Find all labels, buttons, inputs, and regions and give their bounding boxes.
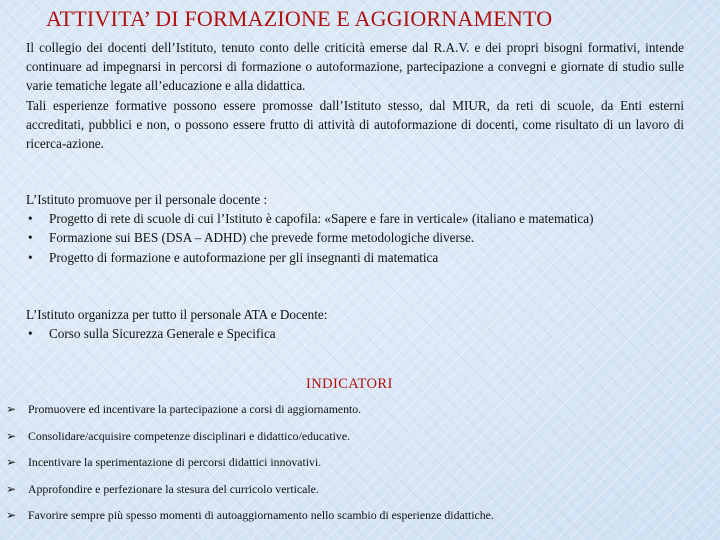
arrow-bullet-icon: ➢ [6,481,17,496]
list-item-text: Formazione sui BES (DSA – ADHD) che prevede forme metodologiche diverse. [49,230,475,246]
indicatore-item [6,455,706,482]
indicatore-text: Approfondire e perfezionare la stesura del curricolo verticale. [28,481,319,496]
intro-paragraph: Il collegio dei docenti dell’Istituto, tenuto conto delle criticità emerse dal R.A.V. e dei propri bisogni formativi, intende continuare ad impegnarsi in percorsi di formazione o autoformazione, partecipazione a convegni e giornate di studio sulle varie tematiche legate all’educazione e alla didattica. [26,40,684,94]
docenti-heading: L’Istituto promuove per il personale docente : [26,192,268,207]
indicatori-title: INDICATORI [306,376,393,392]
arrow-bullet-icon: ➢ [6,402,17,416]
indicatore-text: Promuovere ed incentivare la partecipazione a corsi di aggiornamento. [28,402,362,416]
arrow-bullet-icon: ➢ [6,428,17,443]
ata-heading: L’Istituto organizza per tutto il personale ATA e Docente: [26,307,328,322]
arrow-bullet-icon: ➢ [6,455,17,469]
bullet-icon: • [28,230,33,246]
bullet-icon: • [28,211,33,227]
intro-paragraph: Tali esperienze formative possono essere promosse dall’Istituto stesso, dal MIUR, da reti di scuole, da Enti esterni accreditati, pubblici e non, o possono essere frutto di attività di autoformazione di docenti, come risultato di un lavoro di ricerca-azione. [26,97,684,152]
intro-section [26,38,684,153]
page-title: ATTIVITA’ DI FORMAZIONE E AGGIORNAMENTO [46,6,553,31]
docenti-section [26,190,684,267]
list-item [26,248,684,267]
bullet-icon: • [28,249,33,265]
list-item [26,209,684,228]
ata-section [26,305,684,343]
indicatore-text: Incentivare la sperimentazione di percorsi didattici innovativi. [28,455,322,469]
indicatore-item [6,482,706,509]
indicatore-text: Favorire sempre più spesso momenti di autoaggiornamento nello scambio di esperienze didattiche. [28,508,494,522]
list-item-text: Corso sulla Sicurezza Generale e Specifica [49,326,276,342]
docenti-list [26,209,684,267]
indicatore-text: Consolidare/acquisire competenze disciplinari e didattico/educative. [28,428,351,443]
indicatore-item [6,429,706,456]
ata-list [26,324,684,343]
arrow-bullet-icon: ➢ [6,508,17,522]
bullet-icon: • [28,326,33,342]
indicatore-item [6,402,706,429]
indicatori-list [6,402,706,535]
list-item [26,228,684,247]
list-item-text: Progetto di rete di scuole di cui l’Istituto è capofila: «Sapere e fare in verticale» (italiano e matematica) [49,211,594,227]
list-item [26,324,684,343]
indicatore-item [6,508,706,535]
list-item-text: Progetto di formazione e autoformazione per gli insegnanti di matematica [49,249,439,265]
